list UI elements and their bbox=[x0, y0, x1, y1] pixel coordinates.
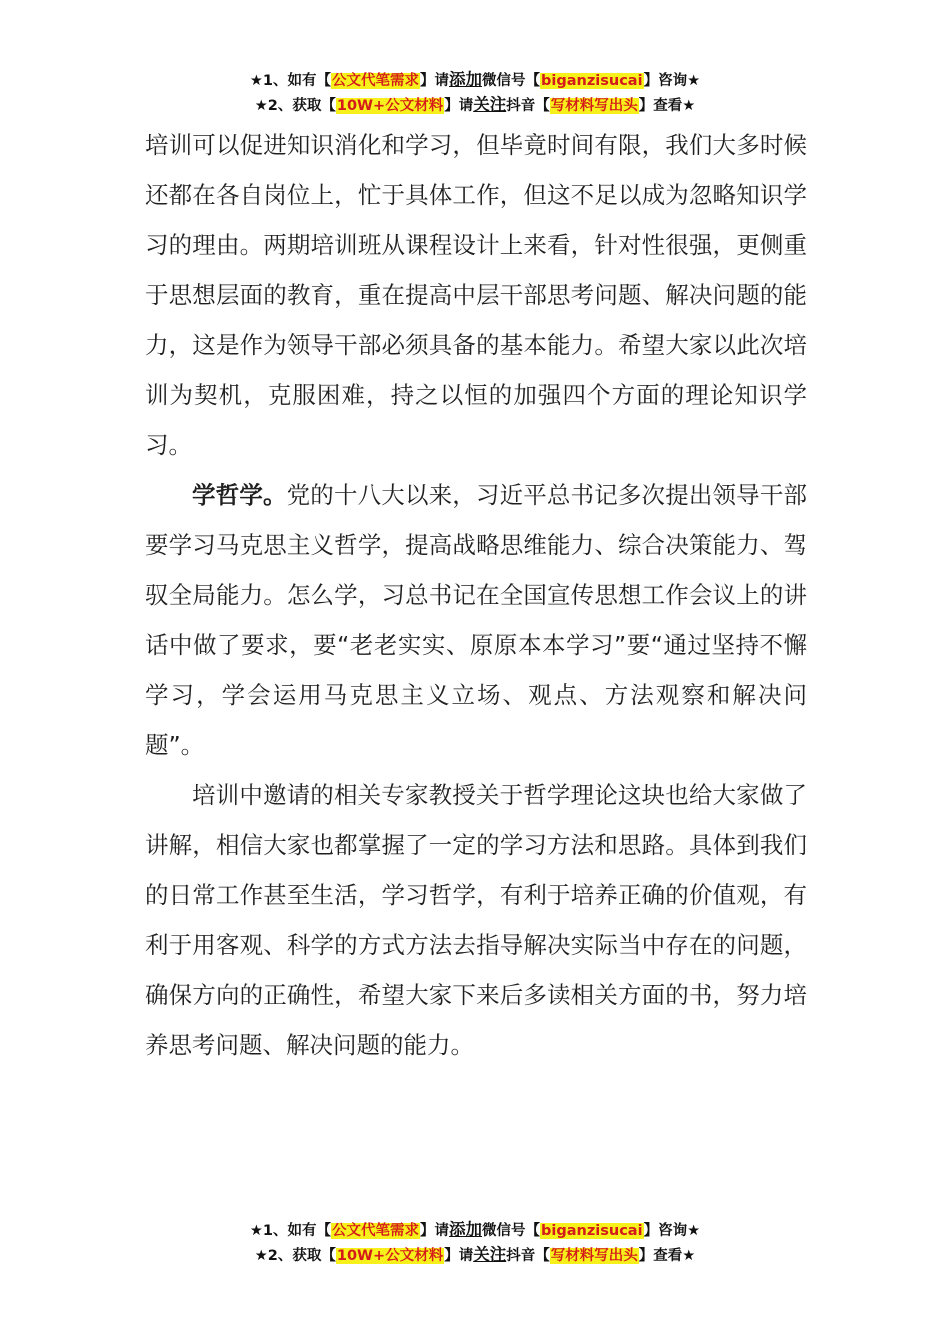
star-icon: ★ bbox=[687, 73, 701, 89]
star-icon: ★ bbox=[249, 73, 263, 89]
highlight-service: 公文代笔需求 bbox=[332, 73, 420, 89]
star-icon: ★ bbox=[682, 98, 696, 114]
section-heading: 学哲学。 bbox=[192, 481, 287, 509]
document-body bbox=[145, 120, 807, 1070]
paragraph-3: 培训中邀请的相关专家教授关于哲学理论这块也给大家做了讲解，相信大家也都掌握了一定的学习方法和思路。具体到我们的日常工作甚至生活，学习哲学，有利于培养正确的价值观，有利于用客观、科学的方式方法去指导解决实际当中存在的问题，确保方向的正确性，希望大家下来后多读相关方面的书，努力培养思考问题、解决问题的能力。 bbox=[145, 781, 807, 1059]
highlight-wechat-id: biganzisucai bbox=[541, 73, 643, 89]
paragraph-2-text: 党的十八大以来，习近平总书记多次提出领导干部要学习马克思主义哲学，提高战略思维能力、综合决策能力、驾驭全局能力。怎么学，习总书记在全国宣传思想工作会议上的讲话中做了要求，要“老老实实、原原本本学习”要“通过坚持不懈学习，学会运用马克思主义立场、观点、方法观察和解决问题”。 bbox=[145, 481, 807, 759]
header-banner bbox=[0, 68, 950, 118]
paragraph-1: 培训可以促进知识消化和学习，但毕竟时间有限，我们大多时候还都在各自岗位上，忙于具体工作，但这不足以成为忽略知识学习的理由。两期培训班从课程设计上来看，针对性很强，更侧重于思想层面的教育，重在提高中层干部思考问题、解决问题的能力，这是作为领导干部必须具备的基本能力。希望大家以此次培训为契机，克服困难，持之以恒的加强四个方面的理论知识学习。 bbox=[145, 131, 807, 459]
highlight-service: 公文代笔需求 bbox=[332, 1223, 420, 1239]
banner-line-1: ★1、如有【公文代笔需求】请添加微信号【biganzisucai】咨询★ bbox=[249, 70, 701, 89]
highlight-materials: 10W+公文材料 bbox=[336, 98, 444, 114]
star-icon: ★ bbox=[687, 1223, 701, 1239]
star-icon: ★ bbox=[249, 1223, 263, 1239]
banner-line-1: ★1、如有【公文代笔需求】请添加微信号【biganzisucai】咨询★ bbox=[249, 1220, 701, 1239]
banner-line-2: ★2、获取【10W+公文材料】请关注抖音【写材料写出头】查看★ bbox=[254, 1245, 696, 1264]
star-icon: ★ bbox=[254, 98, 268, 114]
paragraph-2 bbox=[145, 470, 807, 770]
footer-banner bbox=[0, 1218, 950, 1268]
underlined-keyword: 添加 bbox=[449, 70, 483, 89]
underlined-keyword: 关注 bbox=[473, 95, 507, 114]
highlight-douyin-account: 写材料写出头 bbox=[550, 1248, 638, 1264]
star-icon: ★ bbox=[254, 1248, 268, 1264]
highlight-wechat-id: biganzisucai bbox=[541, 1223, 643, 1239]
star-icon: ★ bbox=[682, 1248, 696, 1264]
underlined-keyword: 添加 bbox=[449, 1220, 483, 1239]
banner-line-2: ★2、获取【10W+公文材料】请关注抖音【写材料写出头】查看★ bbox=[254, 95, 696, 114]
highlight-douyin-account: 写材料写出头 bbox=[550, 98, 638, 114]
highlight-materials: 10W+公文材料 bbox=[336, 1248, 444, 1264]
underlined-keyword: 关注 bbox=[473, 1245, 507, 1264]
